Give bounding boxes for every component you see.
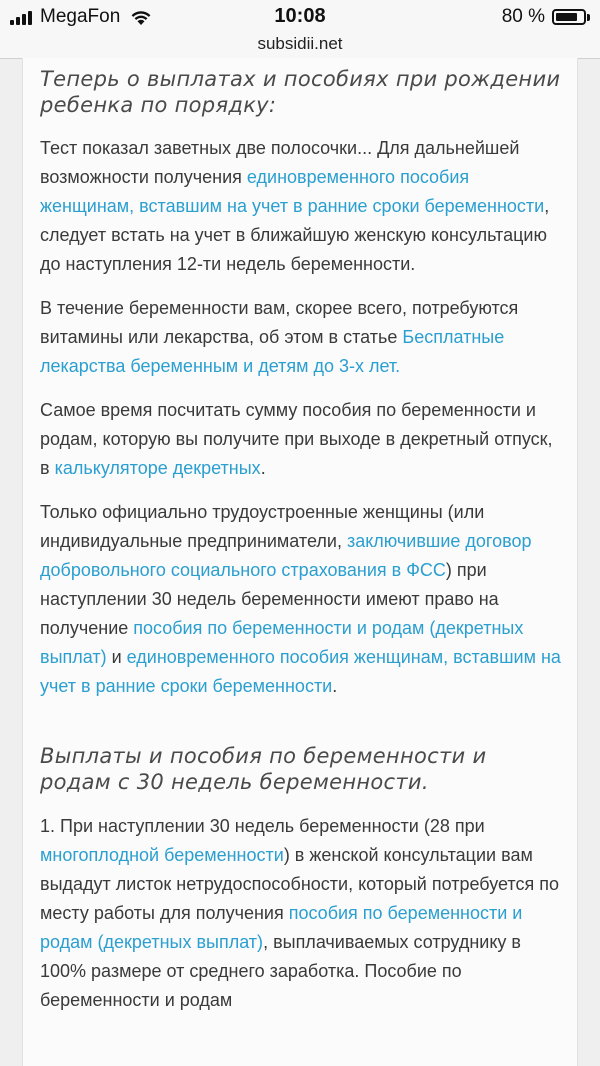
url-text[interactable]: subsidii.net <box>257 34 343 53</box>
link-maternity-benefit[interactable]: пособия по беременности и родам (декретных выплат) <box>40 618 524 667</box>
link-voluntary-insurance[interactable]: заключившие договор добровольного социального страхования в ФСС <box>40 531 532 580</box>
paragraph-text: В течение беременности вам, скорее всего, потребуются витамины или лекарства, об этом в статье <box>40 298 519 347</box>
paragraph-text: ) при наступлении 30 недель беременности имеют право на получение <box>40 560 499 638</box>
article-paragraph <box>40 396 561 483</box>
battery-icon <box>552 9 586 25</box>
section-heading: Выплаты и пособия по беременности и родам с 30 недель беременности. <box>40 744 487 794</box>
section-heading: Теперь о выплатах и пособиях при рождении ребенка по порядку: <box>40 67 561 117</box>
article-paragraph <box>40 134 561 279</box>
article-paragraph <box>40 498 561 701</box>
paragraph-text: . <box>332 676 338 696</box>
battery-percent: 80 % <box>501 6 545 27</box>
paragraph-text: . <box>260 458 266 478</box>
carrier-name: MegaFon <box>40 6 121 27</box>
battery-tip <box>587 14 590 21</box>
url-bar[interactable] <box>0 34 600 59</box>
link-maternity-calculator[interactable]: калькуляторе декретных <box>54 458 261 478</box>
status-right <box>502 6 590 28</box>
article-content <box>23 58 577 1015</box>
link-lump-sum-benefit[interactable]: единовременного пособия женщинам, вставшим на учет в ранние сроки беременности <box>40 167 545 216</box>
paragraph-text: 1. При наступлении 30 недель беременности (28 при <box>40 816 485 836</box>
article-paragraph <box>40 812 561 1015</box>
status-time: 10:08 <box>274 5 326 27</box>
paragraph-text: , выплачиваемых сотруднику в 100% размере от среднего заработка. Пособие по беременности и родам <box>40 932 521 1010</box>
paragraph-text: Только официально трудоустроенные женщины (или индивидуальные предприниматели, <box>40 502 485 551</box>
paragraph-text: Тест показал заветных две полосочки... Для дальнейшей возможности получения <box>40 138 520 187</box>
article-card <box>22 58 578 1066</box>
paragraph-text: Самое время посчитать сумму пособия по беременности и родам, которую вы получите при выходе в декретный отпуск, в <box>40 400 553 478</box>
status-bar <box>0 0 600 34</box>
link-maternity-benefit[interactable]: пособия по беременности и родам (декретных выплат) <box>40 903 523 952</box>
article-paragraph <box>40 294 561 381</box>
paragraph-text: ) в женской консультации вам выдадут листок нетрудоспособности, который потребуется по месту работы для получения <box>40 845 559 923</box>
paragraph-text: , следует встать на учет в ближайшую женскую консультацию до наступления 12-ти недель беременности. <box>40 196 550 274</box>
link-free-medicines[interactable]: Бесплатные лекарства беременным и детям до 3-х лет. <box>40 327 505 376</box>
link-multiple-pregnancy[interactable]: многоплодной беременности <box>40 845 284 865</box>
link-lump-sum-benefit[interactable]: единовременного пособия женщинам, вставшим на учет в ранние сроки беременности <box>40 647 561 696</box>
paragraph-text: и <box>106 647 127 667</box>
